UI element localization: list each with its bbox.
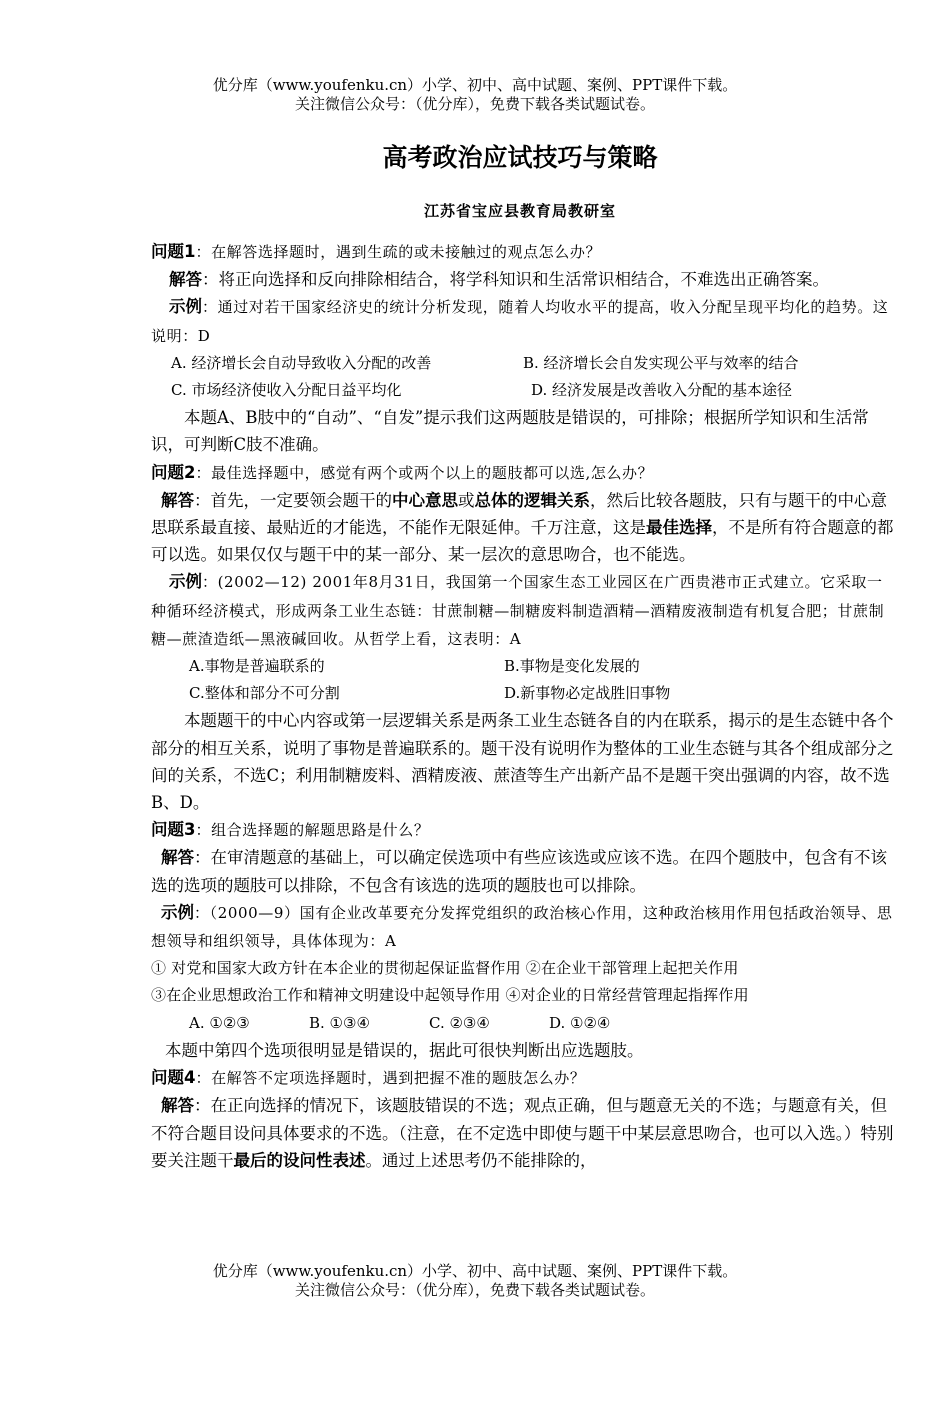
header-line-2: 关注微信公众号：（优分库），免费下载各类试题试卷。 bbox=[294, 95, 655, 113]
header-line-1: 优分库（www.youfenku.cn）小学、初中、高中试题、案例、PPT课件下载。 bbox=[212, 76, 738, 94]
q4-question bbox=[151, 1064, 896, 1092]
q1-label: 问题1 bbox=[151, 242, 196, 261]
q3-option-d: D. ①②④ bbox=[549, 1013, 611, 1032]
q1-answer-label: 解答 bbox=[169, 270, 202, 290]
q2-answer-text-4: ，不是所有符合题意的都可以选。如果仅仅与题干中的某一部分、某一层次的意思吻合，也不能选。 bbox=[151, 518, 894, 565]
q4-label: 问题4 bbox=[151, 1068, 196, 1088]
document-title: 高考政治应试技巧与策略 bbox=[382, 143, 658, 172]
q3-question-text: ：组合选择题的解题思路是什么？ bbox=[195, 821, 430, 840]
q2-answer-label: 解答 bbox=[161, 490, 194, 510]
q3-analysis: 本题中第四个选项很明显是错误的，据此可很快判断出应选题肢。 bbox=[165, 1040, 644, 1060]
q2-option-d: D.新事物必定战胜旧事物 bbox=[504, 684, 671, 703]
q3-answer bbox=[151, 844, 896, 898]
q3-items-line-1: ① 对党和国家大政方针在本企业的贯彻起保证监督作用 ②在企业干部管理上起把关作用 bbox=[151, 959, 739, 978]
q2-answer-text-2: 或 bbox=[458, 490, 475, 510]
q2-options-row-2 bbox=[151, 680, 896, 707]
q2-answer-text-1: ：首先，一定要领会题干的 bbox=[194, 490, 392, 510]
q3-option-c: C. ②③④ bbox=[429, 1013, 490, 1032]
q2-option-b: B.事物是变化发展的 bbox=[504, 657, 640, 676]
q3-option-b: B. ①③④ bbox=[309, 1013, 370, 1032]
q1-options-row-1 bbox=[151, 350, 896, 377]
q1-analysis: 本题A、B肢中的“自动”、“自发”提示我们这两题肢是错误的，可排除；根据所学知识和生活常识，可判断C肢不准确。 bbox=[151, 408, 869, 455]
q3-example-text: ：（2000—9）国有企业改革要充分发挥党组织的政治核心作用，这种政治核用作用包括政治领导、思想领导和组织领导，具体体现为：A bbox=[151, 903, 893, 951]
q1-option-b: B. 经济增长会自发实现公平与效率的结合 bbox=[523, 353, 799, 372]
document-subtitle: 江苏省宝应县教育局教研室 bbox=[423, 202, 616, 220]
q1-option-a: A. 经济增长会自动导致收入分配的改善 bbox=[171, 353, 432, 372]
q2-option-c: C.整体和部分不可分割 bbox=[189, 684, 340, 703]
q1-answer bbox=[151, 266, 896, 293]
q1-example-label: 示例 bbox=[169, 297, 202, 317]
q1-answer-text: ：将正向选择和反向排除相结合，将学科知识和生活常识相结合，不难选出正确答案。 bbox=[202, 270, 829, 290]
q2-answer-bold-1: 中心意思 bbox=[392, 490, 458, 510]
q2-answer-text-3: ，然后比较各题肢，只有与题干的中心意思联系最直接、最贴近的才能选，不能作无限延伸。千万注意，这是 bbox=[151, 490, 887, 538]
q3-answer-text: ：在审清题意的基础上，可以确定侯选项中有些应该选或应该不选。在四个题肢中，包含有不该选的选项的题肢可以排除，不包含有该选的选项的题肢也可以排除。 bbox=[151, 848, 887, 895]
q3-question bbox=[151, 816, 896, 844]
q1-question-text: ：在解答选择题时，遇到生疏的或未接触过的观点怎么办？ bbox=[195, 243, 602, 261]
q2-question-text: ：最佳选择题中，感觉有两个或两个以上的题肢都可以选,怎么办？ bbox=[195, 463, 654, 482]
q2-label: 问题2 bbox=[151, 462, 196, 482]
q2-answer-bold-2: 总体的逻辑关系 bbox=[474, 490, 590, 510]
footer-line-2: 关注微信公众号：（优分库），免费下载各类试题试卷。 bbox=[294, 1281, 655, 1299]
document-body bbox=[151, 238, 896, 1174]
q2-example-text: ：(2002—12) 2001年8月31日，我国第一个国家生态工业园区在广西贵港市正式建立。它采取一种循环经济模式，形成两条工业生态链：甘蔗制糖—制糖废料制造酒精—酒精废液制造有机复合肥；甘蔗制糖—蔗渣造纸—黑液碱回收。从哲学上看，这表明：A bbox=[151, 573, 885, 648]
q4-answer-bold-1: 最后的设问性表述 bbox=[233, 1150, 366, 1170]
q2-answer-bold-3: 最佳选择 bbox=[646, 518, 712, 538]
q2-options-row-1 bbox=[151, 653, 896, 680]
q4-answer-text-1: ：在正向选择的情况下，该题肢错误的不选；观点正确，但与题意无关的不选；与题意有关，但不符合题目设问具体要求的不选。（注意，在不定选中即使与题干中某层意思吻合，也可以入选。）特别要关注题干 bbox=[151, 1096, 894, 1170]
q1-option-d: D. 经济发展是改善收入分配的基本途径 bbox=[531, 381, 793, 400]
q3-example-label: 示例 bbox=[161, 902, 194, 922]
footer-line-1: 优分库（www.youfenku.cn）小学、初中、高中试题、案例、PPT课件下载。 bbox=[212, 1262, 738, 1280]
q3-options bbox=[151, 1010, 896, 1037]
q3-example bbox=[151, 899, 896, 955]
q4-answer-label: 解答 bbox=[161, 1096, 194, 1116]
q1-options-row-2 bbox=[151, 377, 896, 404]
q1-example-text: ：通过对若干国家经济史的统计分析发现，随着人均收水平的提高，收入分配呈现平均化的趋势。这说明：D bbox=[151, 298, 889, 345]
page-footer bbox=[0, 1262, 950, 1300]
page-header bbox=[0, 76, 950, 114]
q3-items-line-2: ③在企业思想政治工作和精神文明建设中起领导作用 ④对企业的日常经营管理起指挥作用 bbox=[151, 986, 749, 1005]
q3-label: 问题3 bbox=[151, 820, 196, 840]
q4-question-text: ：在解答不定项选择题时，遇到把握不准的题肢怎么办？ bbox=[195, 1069, 586, 1088]
q2-example bbox=[151, 568, 896, 653]
q1-example bbox=[151, 293, 896, 349]
q2-analysis: 本题题干的中心内容或第一层逻辑关系是两条工业生态链各自的内在联系，揭示的是生态链中各个部分的相互关系，说明了事物是普遍联系的。题干没有说明作为整体的工业生态链与其各个组成部分之间的关系，不选C；利用制糖废料、酒精废液、蔗渣等生产出新产品不是题干突出强调的内容，故不选B、D。 bbox=[151, 711, 894, 813]
q2-answer bbox=[151, 487, 896, 569]
q4-answer-text-2: 。通过上述思考仍不能排除的， bbox=[365, 1150, 597, 1170]
q2-question bbox=[151, 459, 896, 487]
q3-answer-label: 解答 bbox=[161, 848, 194, 868]
q1-question bbox=[151, 238, 896, 266]
q4-answer bbox=[151, 1092, 896, 1174]
q1-option-c: C. 市场经济使收入分配日益平均化 bbox=[171, 381, 402, 400]
q2-example-label: 示例 bbox=[169, 572, 202, 592]
q2-option-a: A.事物是普遍联系的 bbox=[189, 657, 325, 676]
q3-option-a: A. ①②③ bbox=[189, 1013, 250, 1032]
